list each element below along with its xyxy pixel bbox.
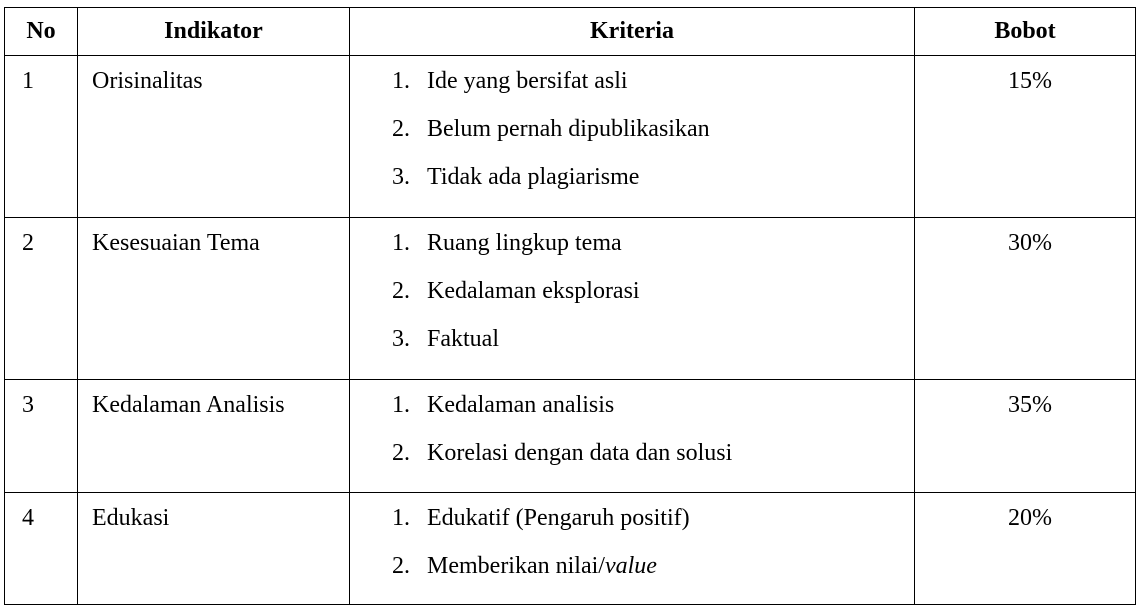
row-kriteria (350, 492, 915, 605)
row-kriteria (350, 56, 915, 218)
row-no: 2 (5, 218, 78, 380)
list-item-text: Edukatif (Pengaruh positif) (427, 504, 690, 531)
list-item-text (427, 553, 914, 601)
row-kriteria (350, 380, 915, 492)
list-item (350, 68, 914, 116)
list-item (350, 164, 914, 212)
list-item-text: Faktual (427, 326, 499, 353)
row-indikator: Kedalaman Analisis (78, 380, 350, 492)
table-row (5, 492, 1136, 605)
list-item-number: 3. (392, 326, 410, 353)
list-item-text: Ide yang bersifat asli (427, 68, 628, 94)
criteria-list (350, 392, 914, 488)
header-bobot: Bobot (915, 8, 1136, 56)
header-no: No (5, 8, 78, 56)
row-bobot: 30% (915, 218, 1136, 380)
row-bobot: 20% (915, 492, 1136, 605)
criteria-list (350, 505, 914, 601)
row-no: 4 (5, 492, 78, 605)
list-item-text: Korelasi dengan data dan solusi (427, 440, 733, 467)
assessment-criteria-table (4, 7, 1136, 605)
list-item-text: Belum pernah dipublikasikan (427, 116, 710, 142)
table-row (5, 218, 1136, 380)
list-item (350, 553, 914, 601)
list-item (350, 440, 914, 488)
row-kriteria (350, 218, 915, 380)
list-item-number: 2. (392, 116, 410, 142)
row-no: 1 (5, 56, 78, 218)
list-item-number: 2. (392, 278, 410, 305)
row-indikator: Orisinalitas (78, 56, 350, 218)
table-row (5, 56, 1136, 218)
row-indikator: Kesesuaian Tema (78, 218, 350, 380)
criteria-list (350, 230, 914, 374)
list-item (350, 278, 914, 326)
list-item (350, 116, 914, 164)
list-item-number: 2. (392, 440, 410, 467)
list-item-text-italic: value (604, 552, 657, 579)
row-no: 3 (5, 380, 78, 492)
row-bobot: 15% (915, 56, 1136, 218)
list-item (350, 505, 914, 553)
list-item (350, 230, 914, 278)
header-kriteria: Kriteria (350, 8, 915, 56)
table-row (5, 380, 1136, 492)
row-bobot: 35% (915, 380, 1136, 492)
list-item-text-main: Memberikan nilai/ (427, 552, 605, 579)
list-item-text: Ruang lingkup tema (427, 230, 622, 257)
header-row (5, 8, 1136, 56)
list-item-number: 1. (392, 392, 410, 419)
list-item-number: 3. (392, 164, 410, 190)
list-item-number: 1. (392, 504, 410, 531)
list-item-text: Kedalaman eksplorasi (427, 278, 640, 305)
list-item-number: 2. (392, 552, 410, 579)
header-indikator: Indikator (78, 8, 350, 56)
row-indikator: Edukasi (78, 492, 350, 605)
list-item-text: Kedalaman analisis (427, 392, 615, 419)
list-item-number: 1. (392, 68, 410, 94)
list-item (350, 392, 914, 440)
list-item-text: Tidak ada plagiarisme (427, 164, 640, 190)
list-item (350, 326, 914, 374)
list-item-number: 1. (392, 230, 410, 257)
criteria-list (350, 68, 914, 212)
